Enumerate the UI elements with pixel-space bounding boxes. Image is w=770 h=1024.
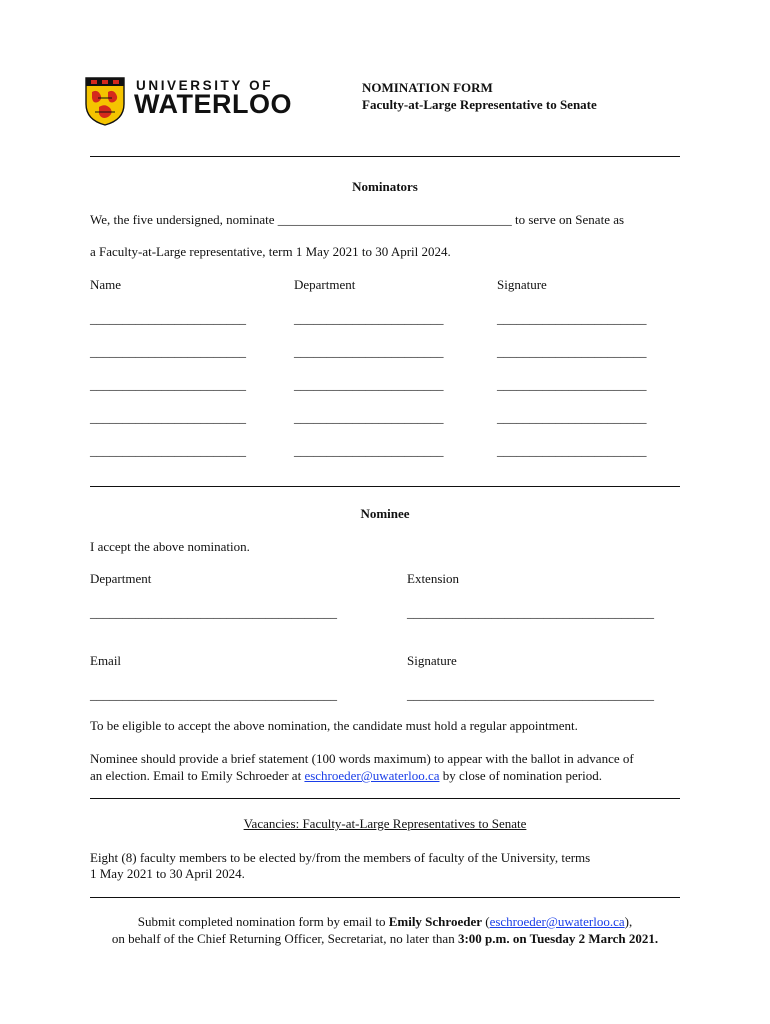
nominators-statement-line1 [90,212,624,228]
nominee-extension-blank: ______________________________________ [407,605,654,620]
divider [90,486,680,487]
nominee-extension-label: Extension [407,571,459,586]
divider [90,156,680,157]
nominee-department-label: Department [90,571,152,586]
divider [90,798,680,799]
submit-deadline: 3:00 p.m. on Tuesday 2 March 2021. [457,931,659,946]
statement-instructions-after: by close of nomination period. [442,768,602,783]
nominee-name-blank: ____________________________________ [277,212,512,227]
eligibility-text: To be eligible to accept the above nomination, the candidate must hold a regular appointment. [90,718,578,733]
column-header-signature: Signature [497,277,547,292]
nominator-name-blank-5: ________________________ [90,443,246,458]
vacancies-line2: 1 May 2021 to 30 April 2024. [90,866,245,881]
statement-instructions-before: an election. Email to Emily Schroeder at [90,768,302,783]
nominator-name-blank-2: ________________________ [90,344,246,359]
form-subtitle: Faculty-at-Large Representative to Senate [362,97,597,112]
nominator-department-blank-3: _______________________ [294,377,444,392]
statement-before: We, the five undersigned, nominate [90,212,275,227]
logo-text-bottom: WATERLOO [134,89,292,119]
submit-before: Submit completed nomination form by email to [137,914,386,929]
nominator-department-blank-5: _______________________ [294,443,444,458]
submit-contact-name: Emily Schroeder [388,914,482,929]
nominee-accept-text: I accept the above nomination. [90,539,250,554]
nominee-signature-label: Signature [407,653,457,668]
submit-line2-before: on behalf of the Chief Returning Officer, Secretariat, no later than [111,931,455,946]
nominators-heading: Nominators [352,179,418,194]
university-logo [84,76,294,130]
nominators-statement-line2: a Faculty-at-Large representative, term 1 May 2021 to 30 April 2024. [90,244,451,259]
nominator-department-blank-2: _______________________ [294,344,444,359]
nominator-signature-blank-3: _______________________ [497,377,647,392]
crest-icon [84,76,126,126]
nominee-heading: Nominee [360,506,410,521]
nominator-name-blank-4: ________________________ [90,410,246,425]
submit-line1 [90,914,680,930]
submit-paren-close: ), [624,914,633,929]
nominator-name-blank-1: ________________________ [90,311,246,326]
nominee-email-blank: ______________________________________ [90,687,337,702]
statement-email-link[interactable]: eschroeder@uwaterloo.ca [304,768,440,783]
nominator-department-blank-4: _______________________ [294,410,444,425]
submit-email-link[interactable]: eschroeder@uwaterloo.ca [489,914,625,929]
nominator-signature-blank-2: _______________________ [497,344,647,359]
nominator-signature-blank-1: _______________________ [497,311,647,326]
column-header-name: Name [90,277,122,292]
nominee-department-blank: ______________________________________ [90,605,337,620]
nominator-signature-blank-5: _______________________ [497,443,647,458]
vacancies-line1: Eight (8) faculty members to be elected by/from the members of faculty of the University, terms [90,850,591,865]
logo-text-top: UNIVERSITY OF [136,78,274,93]
statement-after: to serve on Senate as [515,212,625,227]
statement-instructions-line1: Nominee should provide a brief statement (100 words maximum) to appear with the ballot in advance of [90,751,634,766]
divider [90,897,680,898]
form-title: NOMINATION FORM [362,80,493,95]
submit-paren-open: ( [485,914,490,929]
column-header-department: Department [294,277,356,292]
nominee-signature-blank: ______________________________________ [407,687,654,702]
nominee-email-label: Email [90,653,122,668]
nominator-signature-blank-4: _______________________ [497,410,647,425]
submit-line2 [90,931,680,947]
nominator-department-blank-1: _______________________ [294,311,444,326]
nominator-name-blank-3: ________________________ [90,377,246,392]
statement-instructions-line2 [90,768,602,784]
vacancies-heading: Vacancies: Faculty-at-Large Representatives to Senate [243,816,527,831]
